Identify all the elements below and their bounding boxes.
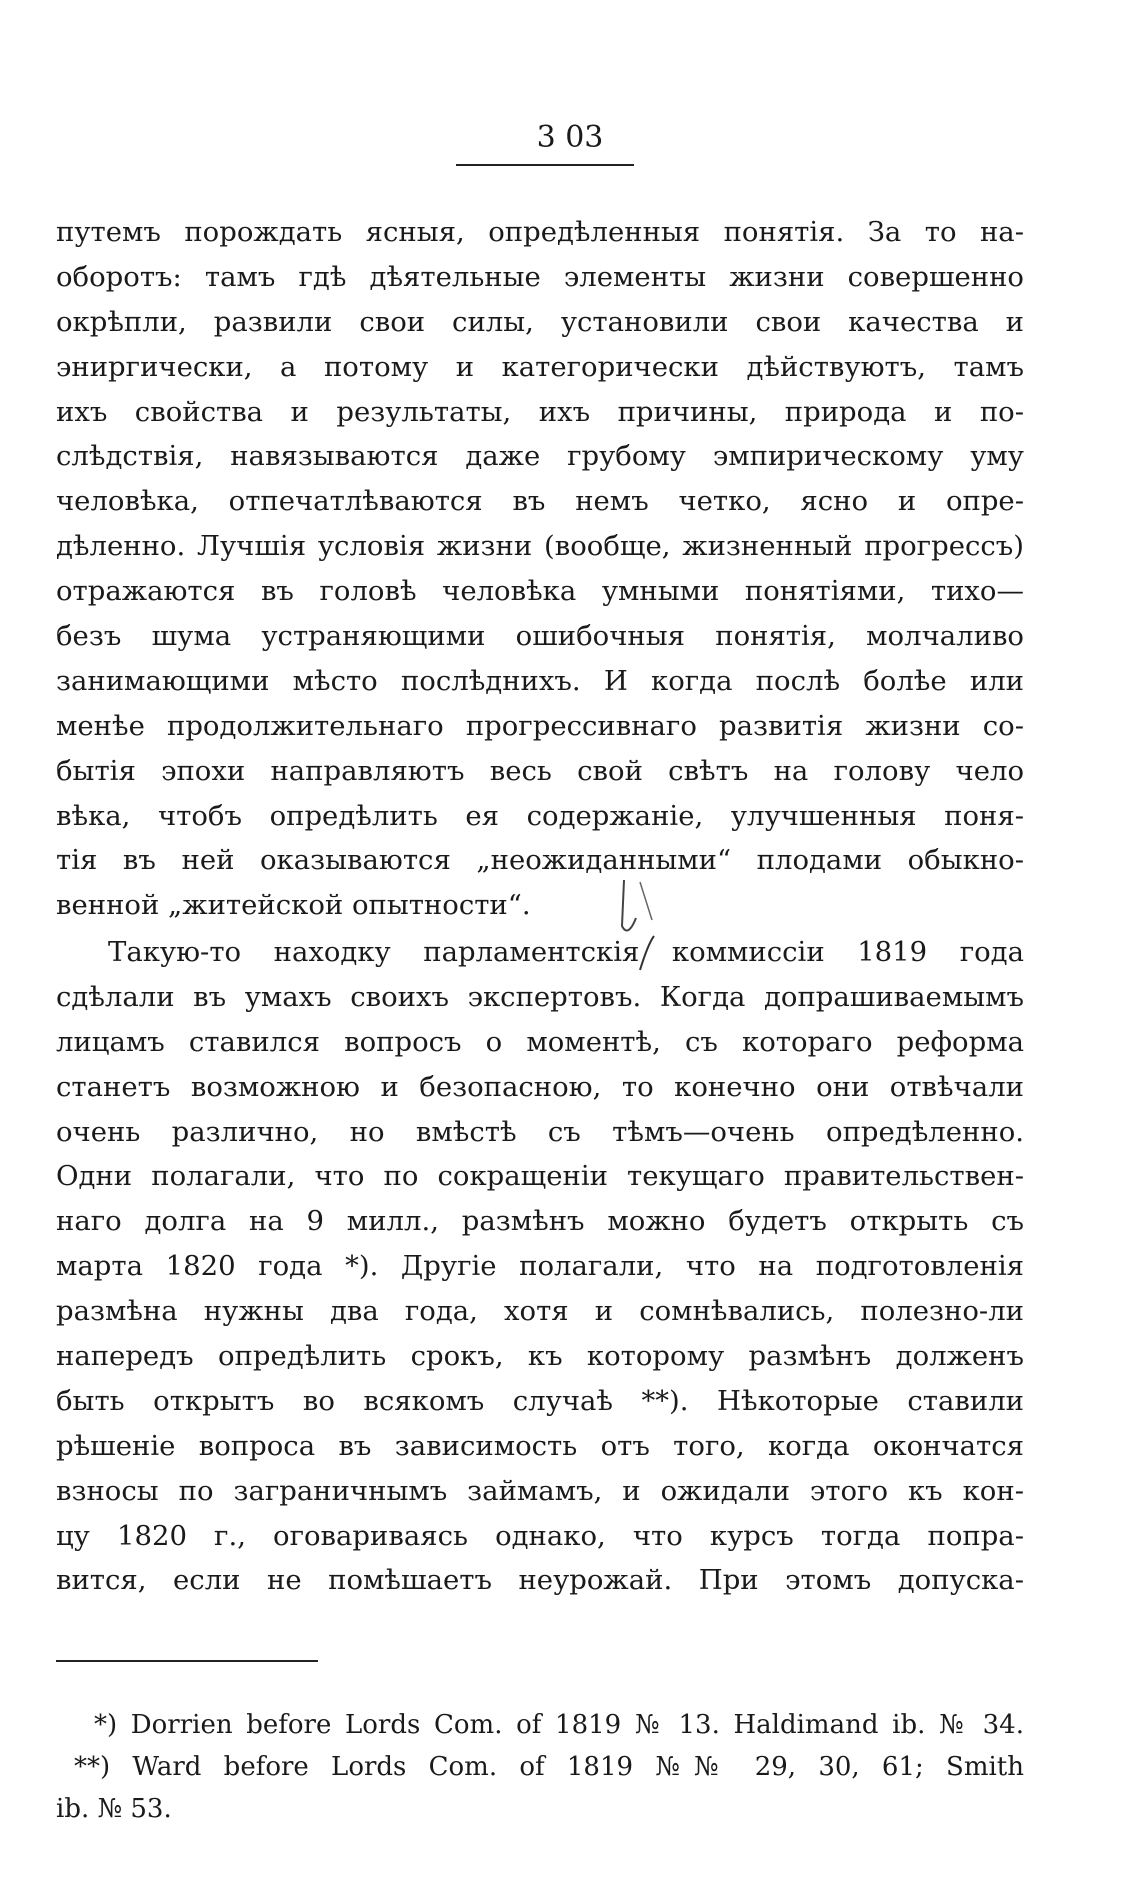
paragraph-2 bbox=[56, 930, 1024, 1603]
text-line: цу 1820 г., оговариваясь однако, что курсъ тогда попра- bbox=[56, 1519, 1024, 1552]
text-line: слѣдствія, навязываются даже грубому эмпирическому уму bbox=[56, 440, 1024, 473]
footnote: *) Dorrien before Lords Com. of 1819 № 13. Haldimand ib. № 34. bbox=[94, 1710, 1024, 1740]
text-line: оборотъ: тамъ гдѣ дѣятельные элементы жизни совершенно bbox=[56, 260, 1024, 293]
text-line: размѣна нужны два года, хотя и сомнѣвались, полезно-ли bbox=[56, 1295, 1024, 1328]
page-number-rule bbox=[456, 164, 634, 166]
text-line: менѣе продолжительнаго прогрессивнаго развитія жизни со- bbox=[56, 709, 1024, 742]
text-line: тія въ ней оказываются „неожиданными“ плодами обыкно- bbox=[56, 844, 1024, 877]
text-line: станетъ возможною и безопасною, то конечно они отвѣчали bbox=[56, 1070, 1024, 1103]
text-line: дѣленно. Лучшія условія жизни (вообще, жизненный прогрессъ) bbox=[56, 530, 1024, 563]
text-line: Одни полагали, что по сокращеніи текущаго правительствен- bbox=[56, 1160, 1024, 1193]
text-line: наго долга на 9 милл., размѣнъ можно будетъ открыть съ bbox=[56, 1205, 1024, 1238]
text-line: очень различно, но вмѣстѣ съ тѣмъ—очень опредѣленно. bbox=[56, 1115, 1024, 1148]
text-line: Такую-то находку парламентскія коммиссіи 1819 года bbox=[108, 936, 1024, 968]
text-line: путемъ порождать ясныя, опредѣленныя понятія. За то на- bbox=[56, 216, 1024, 248]
text-line: бытія эпохи направляютъ весь свой свѣтъ на голову чело bbox=[56, 754, 1024, 787]
text-line: взносы по заграничнымъ займамъ, и ожидали этого къ кон- bbox=[56, 1474, 1024, 1507]
text-line: человѣка, отпечатлѣваются въ немъ четко, ясно и опре- bbox=[56, 485, 1024, 518]
footnote-rule bbox=[56, 1660, 318, 1662]
footnote: **) Ward before Lords Com. of 1819 №№ 29, 30, 61; Smith bbox=[74, 1752, 1024, 1782]
text-line: ихъ свойства и результаты, ихъ причины, природа и по- bbox=[56, 395, 1024, 428]
text-line: сдѣлали въ умахъ своихъ экспертовъ. Когда допрашиваемымъ bbox=[56, 980, 1024, 1013]
text-line: окрѣпли, развили свои силы, установили свои качества и bbox=[56, 305, 1024, 338]
text-line: эниргически, а потому и категорически дѣйствуютъ, тамъ bbox=[56, 350, 1024, 383]
text-line: напередъ опредѣлить срокъ, къ которому размѣнъ долженъ bbox=[56, 1340, 1024, 1373]
text-line: быть открытъ во всякомъ случаѣ **). Нѣкоторые ставили bbox=[56, 1384, 1024, 1417]
text-line: вѣка, чтобъ опредѣлить ея содержаніе, улучшенныя поня- bbox=[56, 799, 1024, 832]
paragraph-1 bbox=[56, 210, 1024, 928]
text-line: лицамъ ставился вопросъ о моментѣ, съ котораго реформа bbox=[56, 1025, 1024, 1058]
text-line: вится, если не помѣшаетъ неурожай. При этомъ допуска- bbox=[56, 1564, 1024, 1597]
text-line: отражаются въ головѣ человѣка умными понятіями, тихо— bbox=[56, 575, 1024, 608]
text-line: безъ шума устраняющими ошибочныя понятія, молчаливо bbox=[56, 620, 1024, 653]
text-line: занимающими мѣсто послѣднихъ. И когда послѣ болѣе или bbox=[56, 664, 1024, 697]
footnote-continuation: ib. № 53. bbox=[56, 1794, 172, 1824]
page-number: 3 03 bbox=[536, 120, 604, 155]
text-line: марта 1820 года *). Другіе полагали, что на подготовленія bbox=[56, 1250, 1024, 1283]
text-line: рѣшеніе вопроса въ зависимость отъ того, когда окончатся bbox=[56, 1429, 1024, 1462]
text-line: венной „житейской опытности“. bbox=[56, 889, 531, 922]
footnotes bbox=[56, 1704, 1024, 1830]
